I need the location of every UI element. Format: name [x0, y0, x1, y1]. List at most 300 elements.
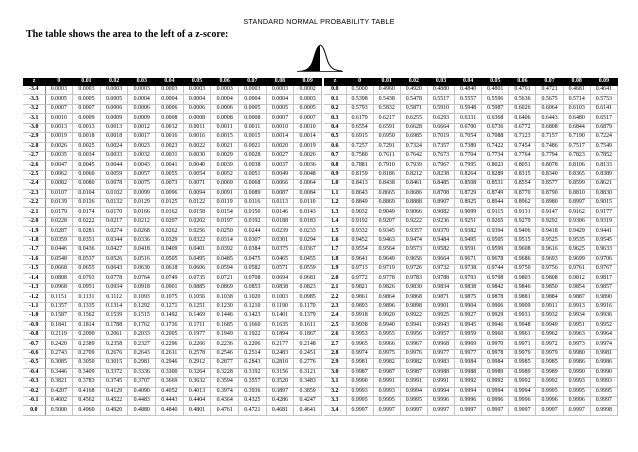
table-row	[324, 265, 618, 274]
probability-cell: 0.0007	[73, 104, 101, 113]
probability-cell: 0.0869	[211, 283, 239, 292]
probability-cell: 0.0329	[156, 236, 184, 245]
table-row	[23, 142, 322, 151]
probability-cell: 0.6517	[590, 114, 617, 123]
probability-cell: 0.6255	[400, 114, 427, 123]
probability-cell: 0.7054	[455, 133, 482, 142]
z-score-cell: -0.6	[23, 349, 45, 358]
probability-cell: 0.2033	[128, 330, 156, 339]
probability-cell: 0.0004	[266, 95, 294, 104]
probability-cell: 0.9997	[536, 406, 563, 415]
probability-cell: 0.0087	[266, 189, 294, 198]
probability-cell: 0.1814	[73, 321, 101, 330]
probability-cell: 0.0028	[238, 151, 266, 160]
probability-cell: 0.0375	[266, 246, 294, 255]
probability-cell: 0.0021	[238, 142, 266, 151]
column-header: 0.02	[400, 78, 427, 86]
probability-cell: 0.4920	[100, 406, 128, 415]
probability-cell: 0.0007	[45, 104, 73, 113]
probability-cell: 0.0011	[183, 123, 211, 132]
probability-cell: 0.9989	[536, 368, 563, 377]
column-header: 0.05	[183, 78, 211, 86]
probability-cell: 0.9993	[563, 378, 590, 387]
probability-cell: 0.9929	[482, 312, 509, 321]
probability-cell: 0.4090	[128, 387, 156, 396]
column-header: 0.03	[427, 78, 454, 86]
probability-cell: 0.0262	[156, 227, 184, 236]
probability-cell: 0.0011	[211, 123, 239, 132]
probability-cell: 0.9997	[455, 406, 482, 415]
z-score-cell: 2.8	[324, 349, 346, 358]
probability-cell: 0.9990	[563, 368, 590, 377]
probability-cell: 0.9906	[482, 302, 509, 311]
probability-cell: 0.7486	[536, 142, 563, 151]
probability-cell: 0.9953	[346, 330, 373, 339]
probability-cell: 0.1788	[100, 321, 128, 330]
probability-cell: 0.9505	[482, 236, 509, 245]
probability-cell: 0.9994	[427, 387, 454, 396]
probability-cell: 0.6293	[427, 114, 454, 123]
probability-cell: 0.0336	[128, 236, 156, 245]
probability-cell: 0.4443	[156, 396, 184, 405]
probability-cell: 0.0119	[211, 199, 239, 208]
probability-cell: 0.0018	[100, 133, 128, 142]
probability-cell: 0.9951	[563, 321, 590, 330]
probability-cell: 0.2843	[238, 359, 266, 368]
probability-cell: 0.1190	[266, 302, 294, 311]
probability-cell: 0.7995	[455, 161, 482, 170]
z-score-cell: 0.9	[324, 170, 346, 179]
table-row	[23, 349, 322, 358]
probability-cell: 0.8159	[346, 170, 373, 179]
z-score-cell: -2.9	[23, 133, 45, 142]
header-row	[23, 78, 322, 86]
z-score-cell: -2.0	[23, 217, 45, 226]
probability-cell: 0.9719	[373, 265, 400, 274]
probability-cell: 0.0026	[294, 151, 322, 160]
probability-cell: 0.9066	[400, 208, 427, 217]
probability-cell: 0.9706	[590, 255, 617, 264]
probability-cell: 0.0823	[294, 283, 322, 292]
z-score-cell: 1.9	[324, 265, 346, 274]
probability-cell: 0.8925	[455, 199, 482, 208]
probability-cell: 0.0192	[238, 217, 266, 226]
probability-cell: 0.4641	[294, 406, 322, 415]
probability-cell: 0.6736	[482, 123, 509, 132]
z-score-cell: -2.5	[23, 170, 45, 179]
probability-cell: 0.9834	[427, 283, 454, 292]
probability-cell: 0.8962	[509, 199, 536, 208]
probability-cell: 0.0015	[211, 133, 239, 142]
probability-cell: 0.9961	[509, 330, 536, 339]
probability-cell: 0.9838	[455, 283, 482, 292]
probability-cell: 0.0475	[238, 255, 266, 264]
probability-cell: 0.1271	[156, 302, 184, 311]
table-row	[324, 170, 618, 179]
probability-cell: 0.0005	[238, 104, 266, 113]
probability-cell: 0.2119	[45, 330, 73, 339]
probability-cell: 0.0003	[211, 86, 239, 95]
probability-cell: 0.1469	[183, 312, 211, 321]
probability-cell: 0.9979	[536, 349, 563, 358]
probability-cell: 0.0505	[156, 255, 184, 264]
z-score-cell: -2.3	[23, 189, 45, 198]
probability-cell: 0.1660	[238, 321, 266, 330]
probability-cell: 0.0017	[128, 133, 156, 142]
probability-cell: 0.4801	[482, 86, 509, 95]
z-score-cell: -1.9	[23, 227, 45, 236]
probability-cell: 0.0013	[73, 123, 101, 132]
probability-cell: 0.6879	[590, 123, 617, 132]
probability-cell: 0.8790	[536, 189, 563, 198]
probability-cell: 0.0033	[100, 151, 128, 160]
probability-cell: 0.0559	[294, 265, 322, 274]
probability-cell: 0.3859	[294, 387, 322, 396]
probability-cell: 0.8315	[509, 170, 536, 179]
probability-cell: 0.0655	[73, 265, 101, 274]
probability-cell: 0.3192	[238, 368, 266, 377]
probability-cell: 0.7764	[509, 151, 536, 160]
probability-cell: 0.1056	[183, 293, 211, 302]
probability-cell: 0.8438	[373, 180, 400, 189]
probability-cell: 0.8907	[427, 199, 454, 208]
probability-cell: 0.9991	[373, 378, 400, 387]
probability-cell: 0.2611	[156, 349, 184, 358]
probability-cell: 0.3300	[156, 368, 184, 377]
probability-cell: 0.9994	[455, 387, 482, 396]
z-score-cell: 2.4	[324, 312, 346, 321]
probability-cell: 0.9988	[427, 368, 454, 377]
probability-cell: 0.8830	[590, 189, 617, 198]
probability-cell: 0.9750	[509, 265, 536, 274]
probability-cell: 0.2578	[183, 349, 211, 358]
probability-cell: 0.8749	[482, 189, 509, 198]
probability-cell: 0.9525	[536, 236, 563, 245]
probability-cell: 0.9901	[427, 302, 454, 311]
probability-cell: 0.0003	[183, 86, 211, 95]
probability-cell: 0.5832	[373, 104, 400, 113]
probability-cell: 0.2148	[294, 340, 322, 349]
probability-cell: 0.0014	[266, 133, 294, 142]
probability-cell: 0.9996	[482, 396, 509, 405]
probability-cell: 0.5871	[400, 104, 427, 113]
probability-cell: 0.3409	[73, 368, 101, 377]
probability-cell: 0.5000	[45, 406, 73, 415]
probability-cell: 0.3156	[266, 368, 294, 377]
probability-cell: 0.0005	[73, 95, 101, 104]
probability-cell: 0.9927	[455, 312, 482, 321]
probability-cell: 0.6664	[427, 123, 454, 132]
table-row	[324, 293, 618, 302]
probability-cell: 0.1762	[128, 321, 156, 330]
probability-cell: 0.9985	[509, 359, 536, 368]
probability-cell: 0.0041	[156, 161, 184, 170]
table-row	[23, 330, 322, 339]
probability-cell: 0.0030	[183, 151, 211, 160]
probability-cell: 0.9981	[346, 359, 373, 368]
probability-cell: 0.9418	[536, 227, 563, 236]
probability-cell: 0.0132	[100, 199, 128, 208]
table-row	[324, 378, 618, 387]
probability-cell: 0.9292	[536, 217, 563, 226]
probability-cell: 0.0022	[183, 142, 211, 151]
z-score-cell: 0.2	[324, 104, 346, 113]
probability-cell: 0.0197	[211, 217, 239, 226]
probability-cell: 0.2358	[100, 340, 128, 349]
probability-cell: 0.9625	[563, 246, 590, 255]
probability-cell: 0.0485	[211, 255, 239, 264]
probability-cell: 0.6554	[346, 123, 373, 132]
probability-cell: 0.8869	[373, 199, 400, 208]
z-score-cell: 1.8	[324, 255, 346, 264]
probability-cell: 0.0055	[156, 170, 184, 179]
z-score-cell: 1.7	[324, 246, 346, 255]
probability-cell: 0.2090	[73, 330, 101, 339]
probability-cell: 0.0606	[183, 265, 211, 274]
probability-cell: 0.9306	[563, 217, 590, 226]
probability-cell: 0.4761	[211, 406, 239, 415]
table-row	[23, 189, 322, 198]
probability-cell: 0.8106	[563, 161, 590, 170]
page-title: STANDARD NORMAL PROBABILITY TABLE	[243, 17, 395, 26]
probability-cell: 0.0681	[294, 274, 322, 283]
probability-cell: 0.7517	[563, 142, 590, 151]
probability-cell: 0.0455	[294, 255, 322, 264]
probability-cell: 0.0009	[128, 114, 156, 123]
z-score-cell: 0.6	[324, 142, 346, 151]
negative-z-table	[23, 78, 322, 416]
table-row	[324, 406, 618, 415]
probability-cell: 0.7357	[427, 142, 454, 151]
probability-cell: 0.9826	[373, 283, 400, 292]
probability-cell: 0.8340	[536, 170, 563, 179]
probability-cell: 0.9920	[373, 312, 400, 321]
probability-cell: 0.9945	[455, 321, 482, 330]
probability-cell: 0.9904	[455, 302, 482, 311]
probability-cell: 0.5948	[455, 104, 482, 113]
probability-cell: 0.0019	[294, 142, 322, 151]
probability-cell: 0.4168	[73, 387, 101, 396]
z-score-cell: 1.5	[324, 227, 346, 236]
z-score-cell: -3.1	[23, 114, 45, 123]
probability-cell: 0.9985	[536, 359, 563, 368]
probability-cell: 0.7088	[482, 133, 509, 142]
probability-cell: 0.9162	[563, 208, 590, 217]
probability-cell: 0.0064	[294, 180, 322, 189]
probability-cell: 0.0668	[45, 265, 73, 274]
probability-cell: 0.9990	[590, 368, 617, 377]
table-row	[23, 378, 322, 387]
probability-cell: 0.9798	[482, 274, 509, 283]
probability-cell: 0.9032	[346, 208, 373, 217]
probability-cell: 0.0027	[266, 151, 294, 160]
probability-cell: 0.9693	[536, 255, 563, 264]
probability-cell: 0.0040	[183, 161, 211, 170]
z-score-cell: -1.4	[23, 274, 45, 283]
probability-cell: 0.4562	[73, 396, 101, 405]
probability-cell: 0.0630	[128, 265, 156, 274]
probability-cell: 0.0436	[73, 246, 101, 255]
probability-cell: 0.9279	[509, 217, 536, 226]
probability-cell: 0.4207	[45, 387, 73, 396]
z-score-cell: -0.5	[23, 359, 45, 368]
probability-cell: 0.9974	[346, 349, 373, 358]
probability-cell: 0.0778	[100, 274, 128, 283]
probability-cell: 0.9975	[373, 349, 400, 358]
probability-cell: 0.0143	[294, 208, 322, 217]
probability-cell: 0.9686	[509, 255, 536, 264]
probability-cell: 0.2451	[294, 349, 322, 358]
probability-cell: 0.4880	[427, 86, 454, 95]
probability-cell: 0.7190	[563, 133, 590, 142]
probability-cell: 0.6950	[373, 133, 400, 142]
probability-cell: 0.5398	[346, 95, 373, 104]
probability-cell: 0.9868	[400, 293, 427, 302]
table-row	[324, 340, 618, 349]
probability-cell: 0.7324	[400, 142, 427, 151]
probability-cell: 0.0392	[211, 246, 239, 255]
probability-cell: 0.0212	[128, 217, 156, 226]
probability-cell: 0.0006	[128, 104, 156, 113]
probability-cell: 0.8708	[427, 189, 454, 198]
probability-cell: 0.0075	[128, 180, 156, 189]
probability-cell: 0.9131	[509, 208, 536, 217]
probability-cell: 0.0012	[156, 123, 184, 132]
z-score-cell: -0.2	[23, 387, 45, 396]
probability-cell: 0.0029	[211, 151, 239, 160]
probability-cell: 0.9982	[373, 359, 400, 368]
z-score-cell: 3.2	[324, 387, 346, 396]
probability-cell: 0.1515	[128, 312, 156, 321]
probability-cell: 0.5478	[400, 95, 427, 104]
probability-cell: 0.1711	[183, 321, 211, 330]
probability-cell: 0.0274	[100, 227, 128, 236]
probability-cell: 0.2266	[183, 340, 211, 349]
probability-cell: 0.0968	[45, 283, 73, 292]
probability-cell: 0.3745	[100, 378, 128, 387]
probability-cell: 0.0217	[100, 217, 128, 226]
z-score-cell: -1.1	[23, 302, 45, 311]
probability-cell: 0.3372	[100, 368, 128, 377]
probability-cell: 0.6844	[563, 123, 590, 132]
probability-cell: 0.0516	[128, 255, 156, 264]
z-score-cell: 3.4	[324, 406, 346, 415]
probability-cell: 0.0548	[45, 255, 73, 264]
table-row	[324, 133, 618, 142]
probability-cell: 0.0537	[73, 255, 101, 264]
probability-cell: 0.9974	[590, 340, 617, 349]
probability-cell: 0.7967	[427, 161, 454, 170]
probability-cell: 0.7939	[400, 161, 427, 170]
table-row	[324, 208, 618, 217]
z-score-cell: -2.2	[23, 199, 45, 208]
probability-cell: 0.8686	[400, 189, 427, 198]
probability-cell: 0.0019	[45, 133, 73, 142]
probability-cell: 0.9932	[536, 312, 563, 321]
probability-cell: 0.0113	[266, 199, 294, 208]
probability-cell: 0.9236	[427, 217, 454, 226]
probability-cell: 0.3669	[156, 378, 184, 387]
probability-cell: 0.0222	[73, 217, 101, 226]
probability-cell: 0.4840	[156, 406, 184, 415]
probability-cell: 0.9911	[536, 302, 563, 311]
probability-cell: 0.3821	[45, 378, 73, 387]
probability-cell: 0.8289	[482, 170, 509, 179]
probability-cell: 0.0013	[100, 123, 128, 132]
probability-cell: 0.9357	[400, 227, 427, 236]
probability-cell: 0.1230	[211, 302, 239, 311]
probability-cell: 0.8133	[590, 161, 617, 170]
probability-cell: 0.0764	[128, 274, 156, 283]
probability-cell: 0.0011	[238, 123, 266, 132]
probability-cell: 0.0054	[183, 170, 211, 179]
probability-cell: 0.1977	[183, 330, 211, 339]
probability-cell: 0.8621	[590, 180, 617, 189]
probability-cell: 0.0006	[156, 104, 184, 113]
probability-cell: 0.2643	[128, 349, 156, 358]
probability-cell: 0.0582	[238, 265, 266, 274]
column-header: 0.06	[509, 78, 536, 86]
probability-cell: 0.9345	[373, 227, 400, 236]
probability-cell: 0.9649	[373, 255, 400, 264]
probability-cell: 0.1841	[45, 321, 73, 330]
z-score-cell: 0.8	[324, 161, 346, 170]
probability-cell: 0.7794	[536, 151, 563, 160]
probability-cell: 0.9997	[427, 406, 454, 415]
probability-cell: 0.1401	[266, 312, 294, 321]
table-row	[23, 255, 322, 264]
column-header-z: z	[23, 78, 45, 86]
probability-cell: 0.9989	[509, 368, 536, 377]
z-score-cell: 2.2	[324, 293, 346, 302]
z-score-cell: -0.7	[23, 340, 45, 349]
probability-cell: 0.0004	[156, 95, 184, 104]
probability-cell: 0.0043	[128, 161, 156, 170]
probability-cell: 0.0005	[266, 104, 294, 113]
probability-cell: 0.1949	[211, 330, 239, 339]
probability-cell: 0.1314	[100, 302, 128, 311]
probability-cell: 0.2206	[238, 340, 266, 349]
probability-cell: 0.9778	[373, 274, 400, 283]
probability-cell: 0.9996	[427, 396, 454, 405]
probability-cell: 0.0010	[45, 114, 73, 123]
probability-cell: 0.9925	[427, 312, 454, 321]
z-score-cell: 2.0	[324, 274, 346, 283]
probability-cell: 0.0294	[294, 236, 322, 245]
probability-cell: 0.5910	[427, 104, 454, 113]
probability-cell: 0.0024	[100, 142, 128, 151]
probability-cell: 0.4920	[400, 86, 427, 95]
table-row	[324, 189, 618, 198]
probability-cell: 0.2810	[266, 359, 294, 368]
probability-cell: 0.1020	[238, 293, 266, 302]
probability-cell: 0.0418	[128, 246, 156, 255]
probability-cell: 0.1170	[294, 302, 322, 311]
probability-cell: 0.0049	[266, 170, 294, 179]
probability-cell: 0.8186	[373, 170, 400, 179]
probability-cell: 0.1894	[266, 330, 294, 339]
probability-cell: 0.9633	[590, 246, 617, 255]
probability-cell: 0.1210	[238, 302, 266, 311]
probability-cell: 0.0009	[73, 114, 101, 123]
z-score-cell: -0.8	[23, 330, 45, 339]
probability-cell: 0.2420	[45, 340, 73, 349]
probability-cell: 0.9222	[400, 217, 427, 226]
probability-cell: 0.0078	[100, 180, 128, 189]
probability-cell: 0.0039	[211, 161, 239, 170]
probability-cell: 0.3446	[45, 368, 73, 377]
probability-cell: 0.9207	[373, 217, 400, 226]
